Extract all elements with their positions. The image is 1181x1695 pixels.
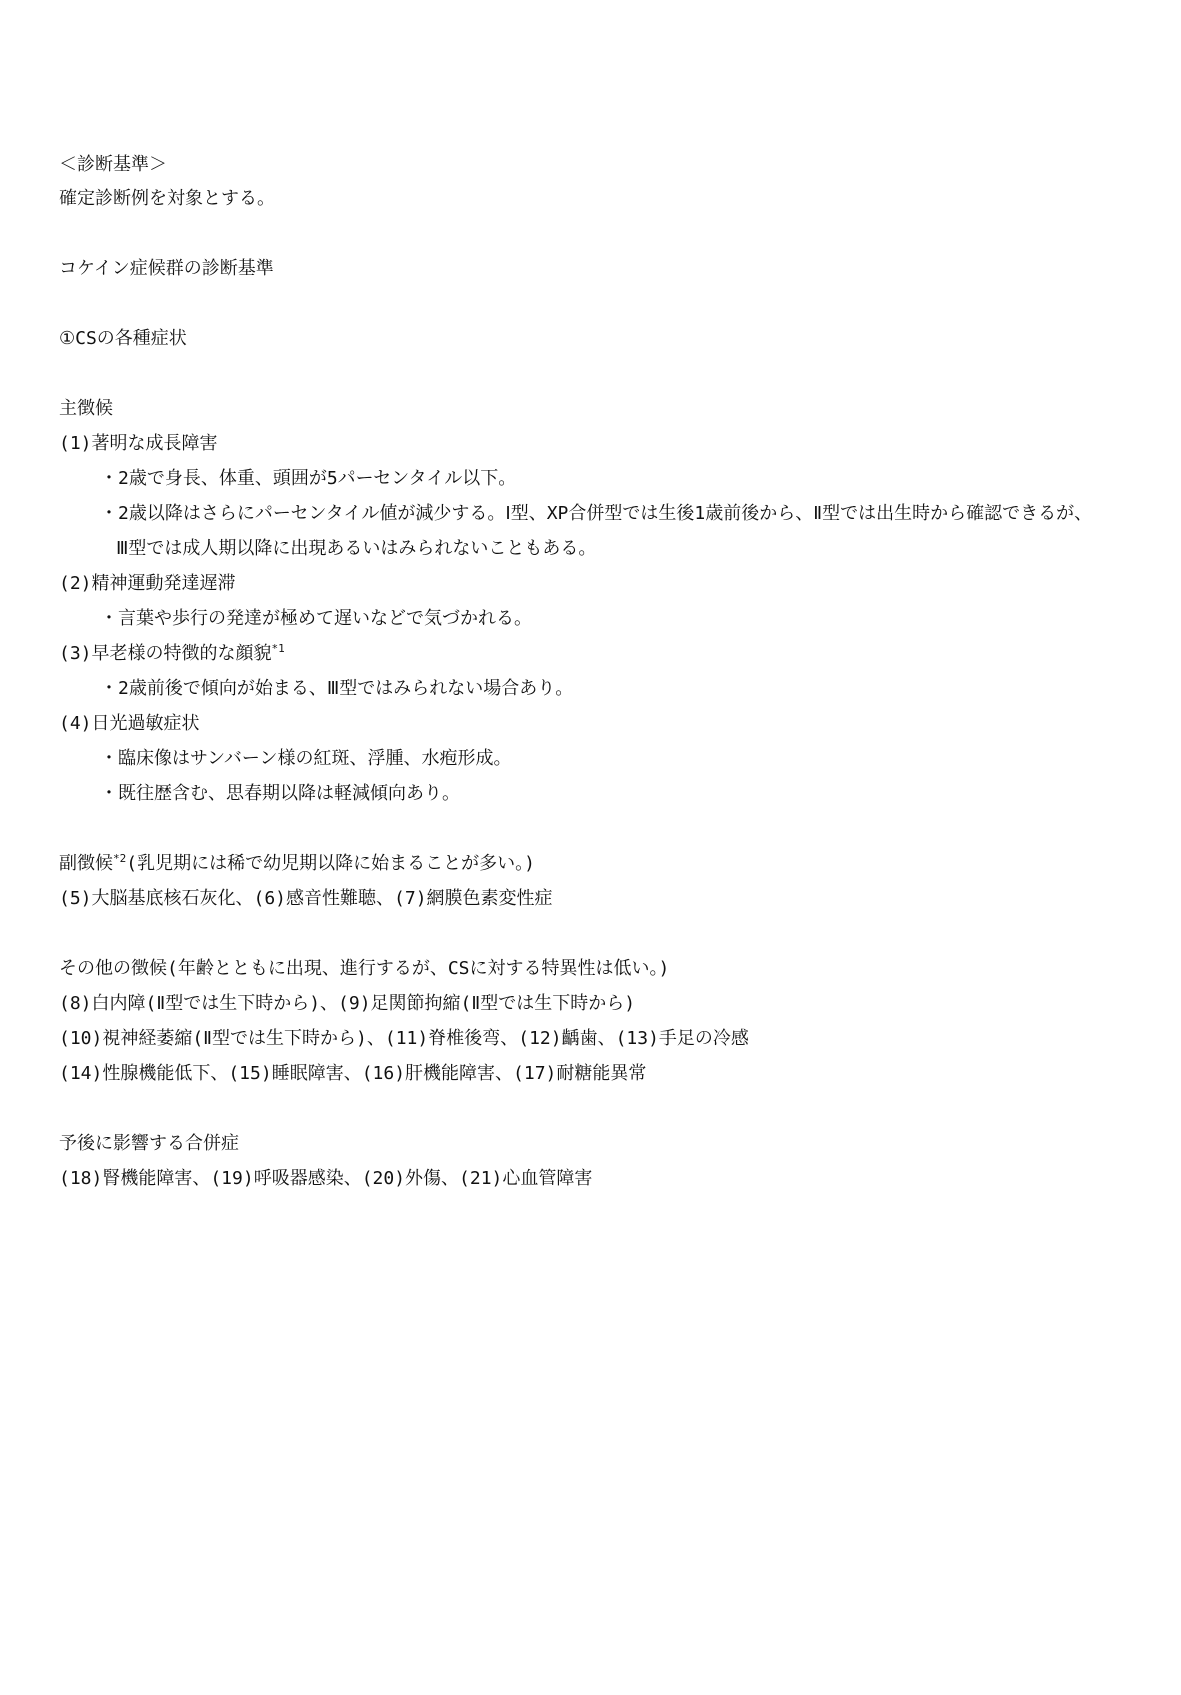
- criteria-title: ＜診断基準＞: [59, 154, 167, 175]
- major-item-1: (1)著明な成長障害: [59, 433, 218, 454]
- major-item-3: [59, 642, 285, 666]
- major-item-2: (2)精神運動発達遅滞: [59, 573, 236, 594]
- major-item-4: (4)日光過敏症状: [59, 713, 200, 734]
- section-title: コケイン症候群の診断基準: [59, 258, 274, 279]
- major-heading: 主徴候: [59, 398, 113, 419]
- minor-items: (5)大脳基底核石灰化、(6)感音性難聴、(7)網膜色素変性症: [59, 888, 553, 909]
- major-item-4-bullet-1: ・臨床像はサンバーン様の紅斑、浮腫、水疱形成。: [100, 748, 512, 769]
- major-item-2-bullet-1: ・言葉や歩行の発達が極めて遅いなどで気づかれる。: [100, 608, 532, 629]
- criteria-scope: 確定診断例を対象とする。: [59, 188, 275, 209]
- major-item-1-continuation: Ⅲ型では成人期以降に出現あるいはみられないこともある。: [116, 538, 597, 559]
- major-item-1-bullet-1: ・2歳で身長、体重、頭囲が5パーセンタイル以下。: [100, 468, 517, 489]
- minor-heading-label: 副徴候: [59, 853, 113, 874]
- minor-note: (乳児期には稀で幼児期以降に始まることが多い。): [126, 853, 535, 874]
- major-item-1-bullet-2: ・2歳以降はさらにパーセンタイル値が減少する。Ⅰ型、XP合併型では生後1歳前後から、Ⅱ型では出生時から確認できるが、: [100, 503, 1093, 524]
- footnote-marker-1: *1: [271, 642, 285, 655]
- prognosis-items: (18)腎機能障害、(19)呼吸器感染、(20)外傷、(21)心血管障害: [59, 1168, 593, 1189]
- other-line-2: (10)視神経萎縮(Ⅱ型では生下時から)、(11)脊椎後弯、(12)齲歯、(13)手足の冷感: [59, 1028, 749, 1049]
- subsection-title: ①CSの各種症状: [59, 328, 187, 349]
- major-item-3-label: (3)早老様の特徴的な顔貌: [59, 643, 272, 664]
- other-line-3: (14)性腺機能低下、(15)睡眠障害、(16)肝機能障害、(17)耐糖能異常: [59, 1063, 647, 1084]
- footnote-marker-2: *2: [113, 852, 127, 865]
- prognosis-heading: 予後に影響する合併症: [59, 1133, 239, 1154]
- major-item-3-bullet-1: ・2歳前後で傾向が始まる、Ⅲ型ではみられない場合あり。: [100, 678, 574, 699]
- major-item-4-bullet-2: ・既往歴含む、思春期以降は軽減傾向あり。: [100, 783, 460, 804]
- other-line-1: (8)白内障(Ⅱ型では生下時から)、(9)足関節拘縮(Ⅱ型では生下時から): [59, 993, 636, 1014]
- minor-heading: [59, 852, 535, 876]
- other-heading: その他の徴候(年齢とともに出現、進行するが、CSに対する特異性は低い。): [59, 958, 670, 979]
